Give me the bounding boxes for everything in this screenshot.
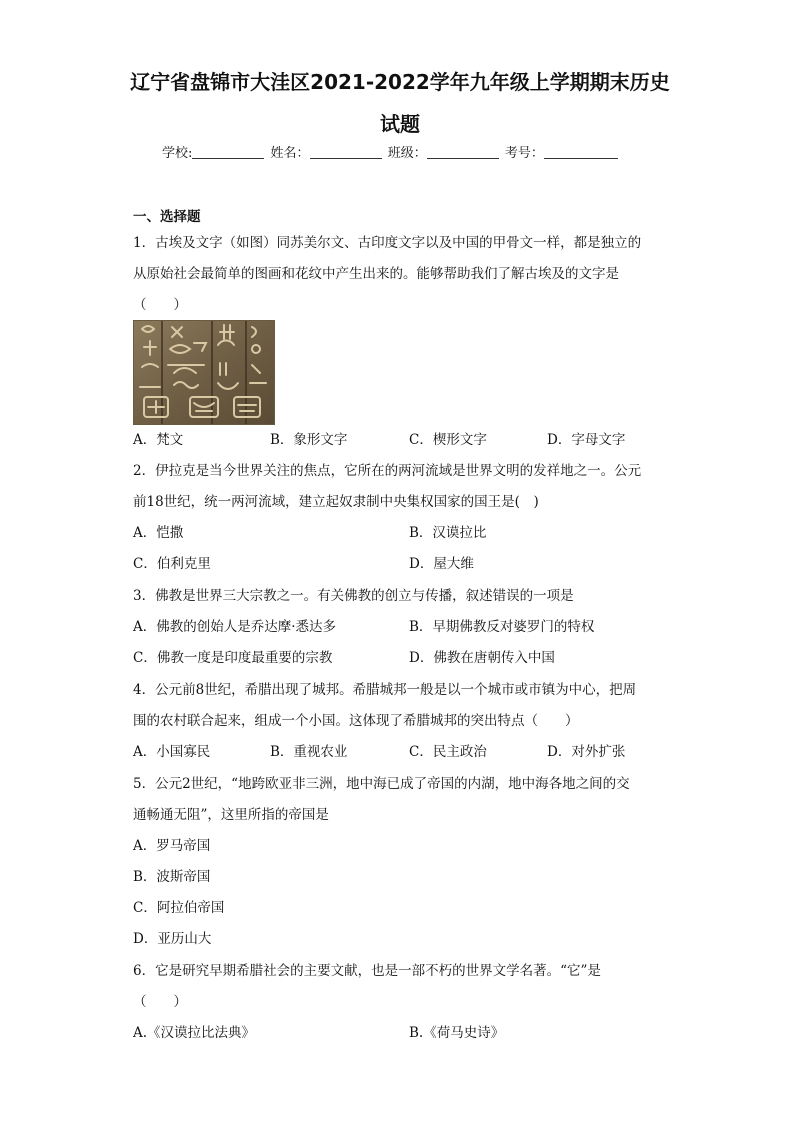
hieroglyph-relief-illustration bbox=[134, 321, 274, 424]
question-6-option-b[interactable]: B.《荷马史诗》 bbox=[409, 1025, 505, 1041]
question-5-option-d[interactable]: D．亚历山大 bbox=[133, 931, 212, 947]
name-label: 姓名： bbox=[270, 146, 310, 161]
question-3-option-c[interactable]: C．佛教一度是印度最重要的宗教 bbox=[133, 650, 333, 666]
question-5-option-a[interactable]: A．罗马帝国 bbox=[133, 838, 211, 854]
question-6-option-a[interactable]: A.《汉谟拉比法典》 bbox=[133, 1025, 256, 1041]
question-2-option-b[interactable]: B．汉谟拉比 bbox=[409, 525, 487, 541]
exam-number-blank[interactable] bbox=[544, 144, 618, 159]
question-3-option-b[interactable]: B．早期佛教反对婆罗门的特权 bbox=[409, 619, 595, 635]
question-5-option-c[interactable]: C．阿拉伯帝国 bbox=[133, 900, 225, 916]
egyptian-hieroglyph-image bbox=[133, 320, 275, 425]
question-1-paren: （ ） bbox=[133, 297, 187, 313]
section-title: 一、选择题 bbox=[133, 209, 201, 225]
question-4-option-a[interactable]: A．小国寡民 bbox=[133, 744, 211, 760]
question-6-paren: （ ） bbox=[133, 994, 187, 1010]
question-5-option-b[interactable]: B．波斯帝国 bbox=[133, 869, 211, 885]
question-4-text: 4．公元前8世纪，希腊出现了城邦。希腊城邦一般是以一个城市或市镇为中心，把周 bbox=[133, 682, 637, 698]
class-label: 班级： bbox=[387, 146, 427, 161]
question-5-text: 5．公元2世纪，“地跨欧亚非三洲，地中海已成了帝国的内湖，地中海各地之间的交 bbox=[133, 776, 630, 792]
question-4-option-d[interactable]: D．对外扩张 bbox=[547, 744, 626, 760]
question-1-text-2: 从原始社会最简单的图画和花纹中产生出来的。能够帮助我们了解古埃及的文字是 bbox=[133, 266, 619, 282]
question-1-text: 1．古埃及文字（如图）同苏美尔文、古印度文字以及中国的甲骨文一样，都是独立的 bbox=[133, 235, 642, 251]
question-2-text: 2．伊拉克是当今世界关注的焦点，它所在的两河流域是世界文明的发祥地之一。公元 bbox=[133, 463, 642, 479]
school-blank[interactable] bbox=[192, 144, 264, 159]
question-1-option-d[interactable]: D．字母文字 bbox=[547, 432, 626, 448]
question-3-option-d[interactable]: D．佛教在唐朝传入中国 bbox=[409, 650, 555, 666]
question-5-text-2: 通畅通无阻”，这里所指的帝国是 bbox=[133, 807, 329, 823]
question-1-option-b[interactable]: B．象形文字 bbox=[270, 432, 348, 448]
page-title-continued: 试题 bbox=[380, 112, 420, 136]
question-2-text-2: 前18世纪，统一两河流域，建立起奴隶制中央集权国家的国王是( ) bbox=[133, 494, 539, 510]
question-2-option-d[interactable]: D．屋大维 bbox=[409, 556, 474, 572]
question-4-option-c[interactable]: C．民主政治 bbox=[409, 744, 487, 760]
name-blank[interactable] bbox=[310, 144, 382, 159]
page-title: 辽宁省盘锦市大洼区2021-2022学年九年级上学期期末历史 bbox=[130, 70, 670, 94]
school-label: 学校: bbox=[162, 146, 193, 161]
question-2-option-a[interactable]: A．恺撒 bbox=[133, 525, 184, 541]
class-blank[interactable] bbox=[427, 144, 499, 159]
question-3-text: 3．佛教是世界三大宗教之一。有关佛教的创立与传播，叙述错误的一项是 bbox=[133, 588, 574, 604]
student-info-line bbox=[162, 144, 620, 164]
question-6-text: 6．它是研究早期希腊社会的主要文献，也是一部不朽的世界文学名著。“它”是 bbox=[133, 963, 601, 979]
question-1-option-a[interactable]: A．梵文 bbox=[133, 432, 184, 448]
question-2-option-c[interactable]: C．伯利克里 bbox=[133, 556, 211, 572]
question-3-option-a[interactable]: A．佛教的创始人是乔达摩·悉达多 bbox=[133, 619, 337, 635]
question-4-text-2: 围的农村联合起来，组成一个小国。这体现了希腊城邦的突出特点（ ） bbox=[133, 713, 579, 729]
question-4-option-b[interactable]: B．重视农业 bbox=[270, 744, 348, 760]
question-1-option-c[interactable]: C．楔形文字 bbox=[409, 432, 487, 448]
exam-number-label: 考号： bbox=[504, 146, 544, 161]
